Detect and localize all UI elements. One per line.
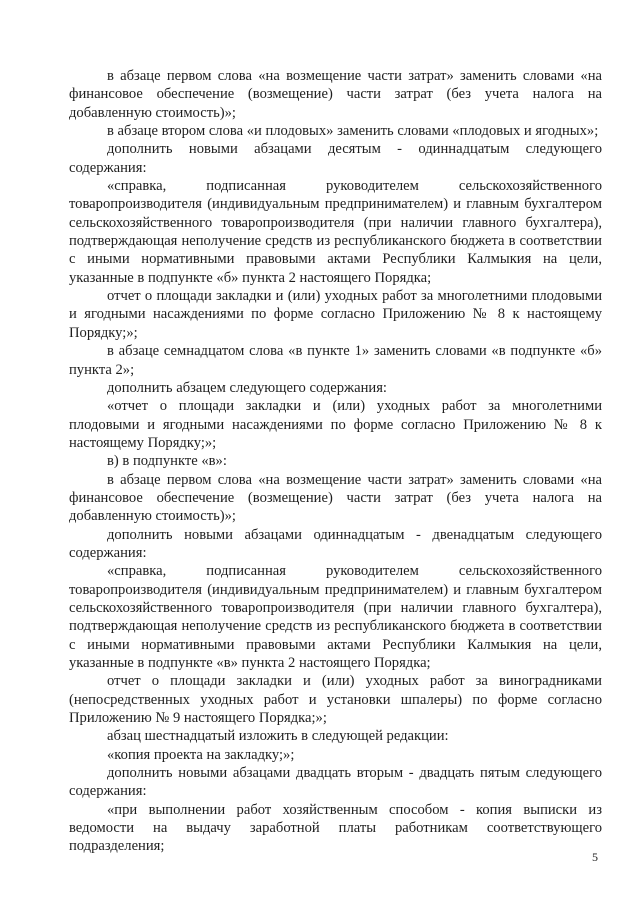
paragraph: «при выполнении работ хозяйственным способом - копия выписки из ведомости на выдачу заработной платы работникам соответствующего подразделения; (69, 801, 602, 855)
paragraph: «справка, подписанная руководителем сельскохозяйственного товаропроизводителя (индивидуальным предпринимателем) и главным бухгалтером сельскохозяйственного товаропроизводителя (при наличии главного бухгалтера), подтверждающая неполучение средств из республиканского бюджета в соответствии с иными нормативными правовыми актами Республики Калмыкия на цели, указанные в подпункте «б» пункта 2 настоящего Порядка; (69, 178, 602, 286)
page-number: 5 (592, 850, 598, 864)
paragraph: отчет о площади закладки и (или) уходных работ за многолетними плодовыми и ягодными насаждениями по форме согласно Приложению № 8 к настоящему Порядку;»; (69, 288, 602, 341)
paragraph: дополнить новыми абзацами одиннадцатым - двенадцатым следующего содержания: (69, 526, 602, 561)
paragraph: отчет о площади закладки и (или) уходных работ за виноградниками (непосредственных уходных работ и установки шпалеры) по форме согласно Приложению № 9 настоящего Порядка;»; (69, 673, 602, 727)
paragraph: «отчет о площади закладки и (или) уходных работ за многолетними плодовыми и ягодными насаждениями по форме согласно Приложению № 8 к настоящему Порядку;»; (69, 398, 602, 451)
paragraph: в абзаце семнадцатом слова «в пункте 1» заменить словами «в подпункте «б» пункта 2»; (69, 343, 602, 378)
paragraph: дополнить новыми абзацами десятым - одиннадцатым следующего содержания: (69, 141, 602, 176)
paragraph: дополнить новыми абзацами двадцать вторым - двадцать пятым следующего содержания: (69, 765, 602, 800)
paragraph: дополнить абзацем следующего содержания: (107, 379, 387, 396)
paragraph: абзац шестнадцатый изложить в следующей редакции: (107, 728, 449, 745)
document-body (69, 67, 602, 856)
paragraph: «копия проекта на закладку;»; (107, 746, 295, 763)
paragraph: в абзаце первом слова «на возмещение части затрат» заменить словами «на финансовое обеспечение (возмещение) части затрат (без учета налога на добавленную стоимость)»; (69, 68, 602, 121)
paragraph: в) в подпункте «в»: (107, 453, 227, 470)
paragraph: «справка, подписанная руководителем сельскохозяйственного товаропроизводителя (индивидуальным предпринимателем) и главным бухгалтером сельскохозяйственного товаропроизводителя (при наличии главного бухгалтера), подтверждающая неполучение средств из республиканского бюджета в соответствии с иными нормативными правовыми актами Республики Калмыкия на цели, указанные в подпункте «в» пункта 2 настоящего Порядка; (69, 563, 602, 671)
paragraph: в абзаце втором слова «и плодовых» заменить словами «плодовых и ягодных»; (107, 123, 599, 140)
paragraph: в абзаце первом слова «на возмещение части затрат» заменить словами «на финансовое обеспечение (возмещение) части затрат (без учета налога на добавленную стоимость)»; (69, 471, 602, 525)
